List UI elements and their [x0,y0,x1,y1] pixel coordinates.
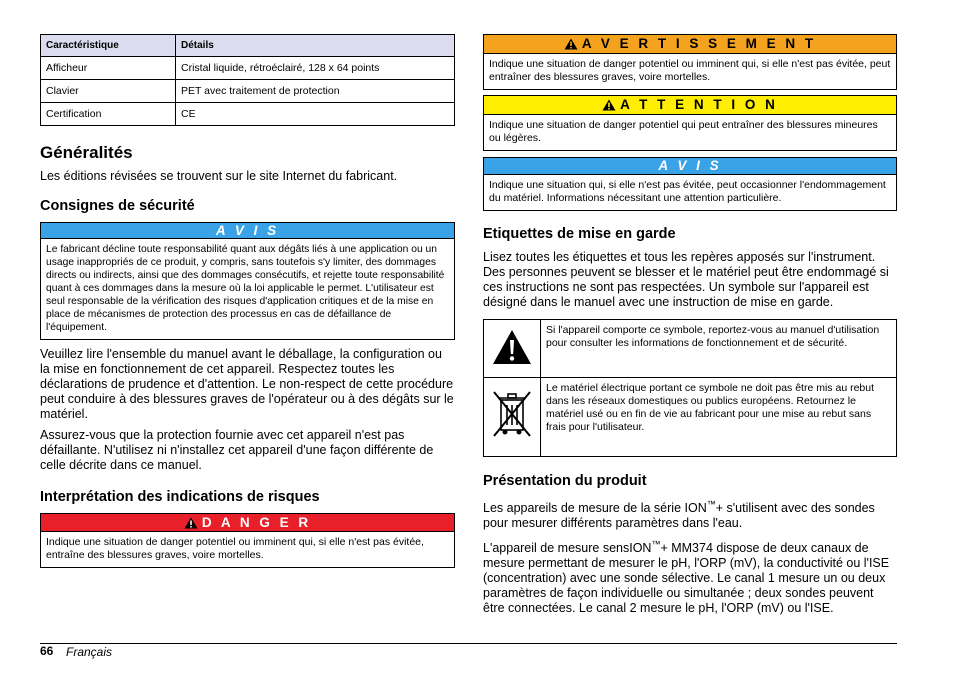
symbol-table [483,319,897,457]
generalites-text: Les éditions révisées se trouvent sur le site Internet du fabricant. [40,169,398,183]
avis-text: Le fabricant décline toute responsabilité quant aux dégâts liés à une application ou un usage inappropriés de ce produit, y compris, sans toutefois s'y limiter, des dommages directs ou indirects, ainsi que des dommages consécutifs, et rejette toute responsabilité quant à ces dommages dans la mesure où la loi applicable le permet. L'utilisateur est seul responsable de la vérification des risques d'application critiques et de la mise en place de mécanismes de protection des processus en cas de défaillance de l'équipement. [46,244,445,333]
table-cell: Certification [41,103,176,126]
trademark-symbol: ™ [651,539,661,550]
avertissement-box [483,34,897,90]
etiquettes-text: Lisez toutes les étiquettes et tous les repères apposés sur l'instrument. Des personnes peuvent se blesser et le matériel peut être endommagé si ces instructions ne sont pas respectées. Un symbole sur l'appareil est désigné dans le manuel avec une instruction de mise en garde. [483,250,889,309]
presentation-text: + MM374 dispose de deux canaux de mesure permettant de mesurer le pH, l'ORP (mV), la conductivité ou l'ISE (concentration) avec une sonde sélective. Le canal 1 mesure un ou deux paramètres de façon individuelle ou simultanée ; deux sondes peuvent être connectées. Le canal 2 mesure le pH, l'ORP (mV) ou l'ISE. [483,541,890,616]
table-row [41,103,455,126]
attention-band [484,96,896,115]
securite-paragraph-1: Veuillez lire l'ensemble du manuel avant le déballage, la configuration ou la mise en fonctionnement de cet appareil. Respectez toutes les déclarations de prudence et d'attention. Le non-respect de cette procédure peut conduire à des blessures graves de l'opérateur ou à des dégâts sur le matériel. [40,347,454,421]
attention-box [483,95,897,151]
left-column [40,34,455,568]
spec-table [40,34,455,126]
table-row [41,80,455,103]
danger-band [41,514,454,532]
avis-band: A V I S [41,223,454,239]
table-cell: Clavier [41,80,176,103]
presentation-text: L'appareil de mesure sensION [483,541,652,556]
symbol-description: Si l'appareil comporte ce symbole, reportez-vous au manuel d'utilisation pour consulter les informations de fonctionnement et de sécurité. [541,320,897,378]
section-title-risques: Interprétation des indications de risques [40,489,320,505]
section-title-presentation: Présentation du produit [483,473,647,489]
section-title-securite: Consignes de sécurité [40,198,195,214]
attention-text: Indique une situation de danger potentiel qui peut entraîner des blessures mineures ou légères. [489,119,878,144]
attention-label: A T T E N T I O N [620,97,778,112]
avertissement-label: A V E R T I S S E M E N T [581,36,817,51]
avis-text: Indique une situation qui, si elle n'est pas évitée, peut occasionner l'endommagement du matériel. Informations nécessitant une attention particulière. [489,179,886,204]
warning-triangle-icon [564,37,578,55]
section-title-etiquettes: Etiquettes de mise en garde [483,226,676,242]
table-cell: CE [176,103,455,126]
table-cell: PET avec traitement de protection [176,80,455,103]
symbol-description: Le matériel électrique portant ce symbole ne doit pas être mis au rebut dans les réseaux domestiques ou publics européens. Retournez le matériel usé ou en fin de vie au fabricant pour une mise au rebut sans frais pour l'utilisateur. [541,378,897,457]
table-header-cell: Caractéristique [41,35,176,57]
table-cell: Cristal liquide, rétroéclairé, 128 x 64 points [176,57,455,80]
table-row [484,320,897,378]
avertissement-band [484,35,896,54]
presentation-paragraph-2 [483,537,897,616]
table-header-row [41,35,455,57]
crossed-bin-icon [484,378,541,457]
danger-label: D A N G E R [201,515,312,530]
warning-triangle-icon [602,98,616,116]
footer-language: Français [66,645,113,659]
securite-paragraph-2: Assurez-vous que la protection fournie avec cet appareil n'est pas défaillante. N'utilisez ni n'installez cet appareil d'une façon différente de celle décrite dans ce manuel. [40,428,434,472]
table-row [484,378,897,457]
warning-triangle-icon [484,320,541,378]
avis-box-risques [483,157,897,211]
warning-triangle-icon [184,516,198,533]
right-column [483,34,897,621]
section-title-generalites: Généralités [40,143,133,162]
danger-box [40,513,455,568]
presentation-text: + s'utilisent avec des sondes pour mesurer différents paramètres dans l'eau. [483,501,875,531]
table-row [41,57,455,80]
danger-text: Indique une situation de danger potentiel ou imminent qui, si elle n'est pas évitée, entraîne des blessures graves, voire mortelles. [46,536,424,561]
page-number: 66 [40,644,54,658]
table-cell: Afficheur [41,57,176,80]
presentation-text: Les appareils de mesure de la série ION [483,501,707,516]
presentation-paragraph-1 [483,497,897,531]
page-footer [40,643,897,659]
trademark-symbol: ™ [706,499,716,509]
avertissement-text: Indique une situation de danger potentiel ou imminent qui, si elle n'est pas évitée, peut entraîner des blessures graves, voire mortelles. [489,58,891,83]
avis-band: A V I S [484,158,896,175]
avis-box-securite [40,222,455,340]
table-header-cell: Détails [176,35,455,57]
